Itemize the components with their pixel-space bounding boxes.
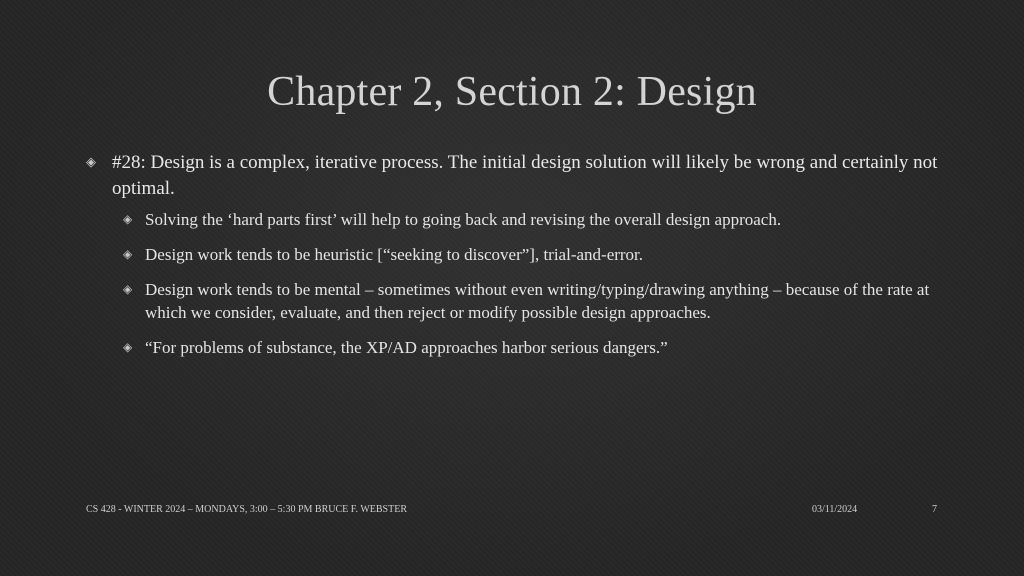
diamond-bullet-icon: ◈ bbox=[86, 155, 96, 170]
diamond-bullet-icon: ◈ bbox=[123, 247, 133, 261]
bullet-item-1 bbox=[86, 150, 946, 202]
diamond-bullet-icon: ◈ bbox=[123, 212, 133, 226]
sub-bullet-item-4 bbox=[86, 336, 946, 359]
sub-bullet-item-3 bbox=[86, 278, 946, 324]
sub-bullet-text: Design work tends to be heuristic [“seeking to discover”], trial-and-error. bbox=[145, 245, 644, 264]
diamond-bullet-icon: ◈ bbox=[123, 340, 133, 354]
sub-bullet-text: “For problems of substance, the XP/AD approaches harbor serious dangers.” bbox=[145, 338, 668, 357]
sub-bullet-item-2 bbox=[86, 243, 946, 266]
slide-title: Chapter 2, Section 2: Design bbox=[267, 69, 757, 115]
sub-bullet-text: Design work tends to be mental – sometimes without even writing/typing/drawing anything – because of the rate at which we consider, evaluate, and then reject or modify possible design approaches. bbox=[145, 280, 930, 322]
slide-content bbox=[86, 150, 946, 371]
footer-date: 03/11/2024 bbox=[812, 504, 858, 515]
sub-bullet-text: Solving the ‘hard parts first’ will help to going back and revising the overall design approach. bbox=[145, 210, 782, 229]
bullet-text: #28: Design is a complex, iterative process. The initial design solution will likely be wrong and certainly not optimal. bbox=[112, 152, 938, 199]
footer-page-number: 7 bbox=[932, 504, 937, 515]
diamond-bullet-icon: ◈ bbox=[123, 282, 133, 296]
footer-course-info: CS 428 - WINTER 2024 – MONDAYS, 3:00 – 5:30 PM BRUCE F. WEBSTER bbox=[86, 504, 407, 515]
sub-bullet-item-1 bbox=[86, 208, 946, 231]
